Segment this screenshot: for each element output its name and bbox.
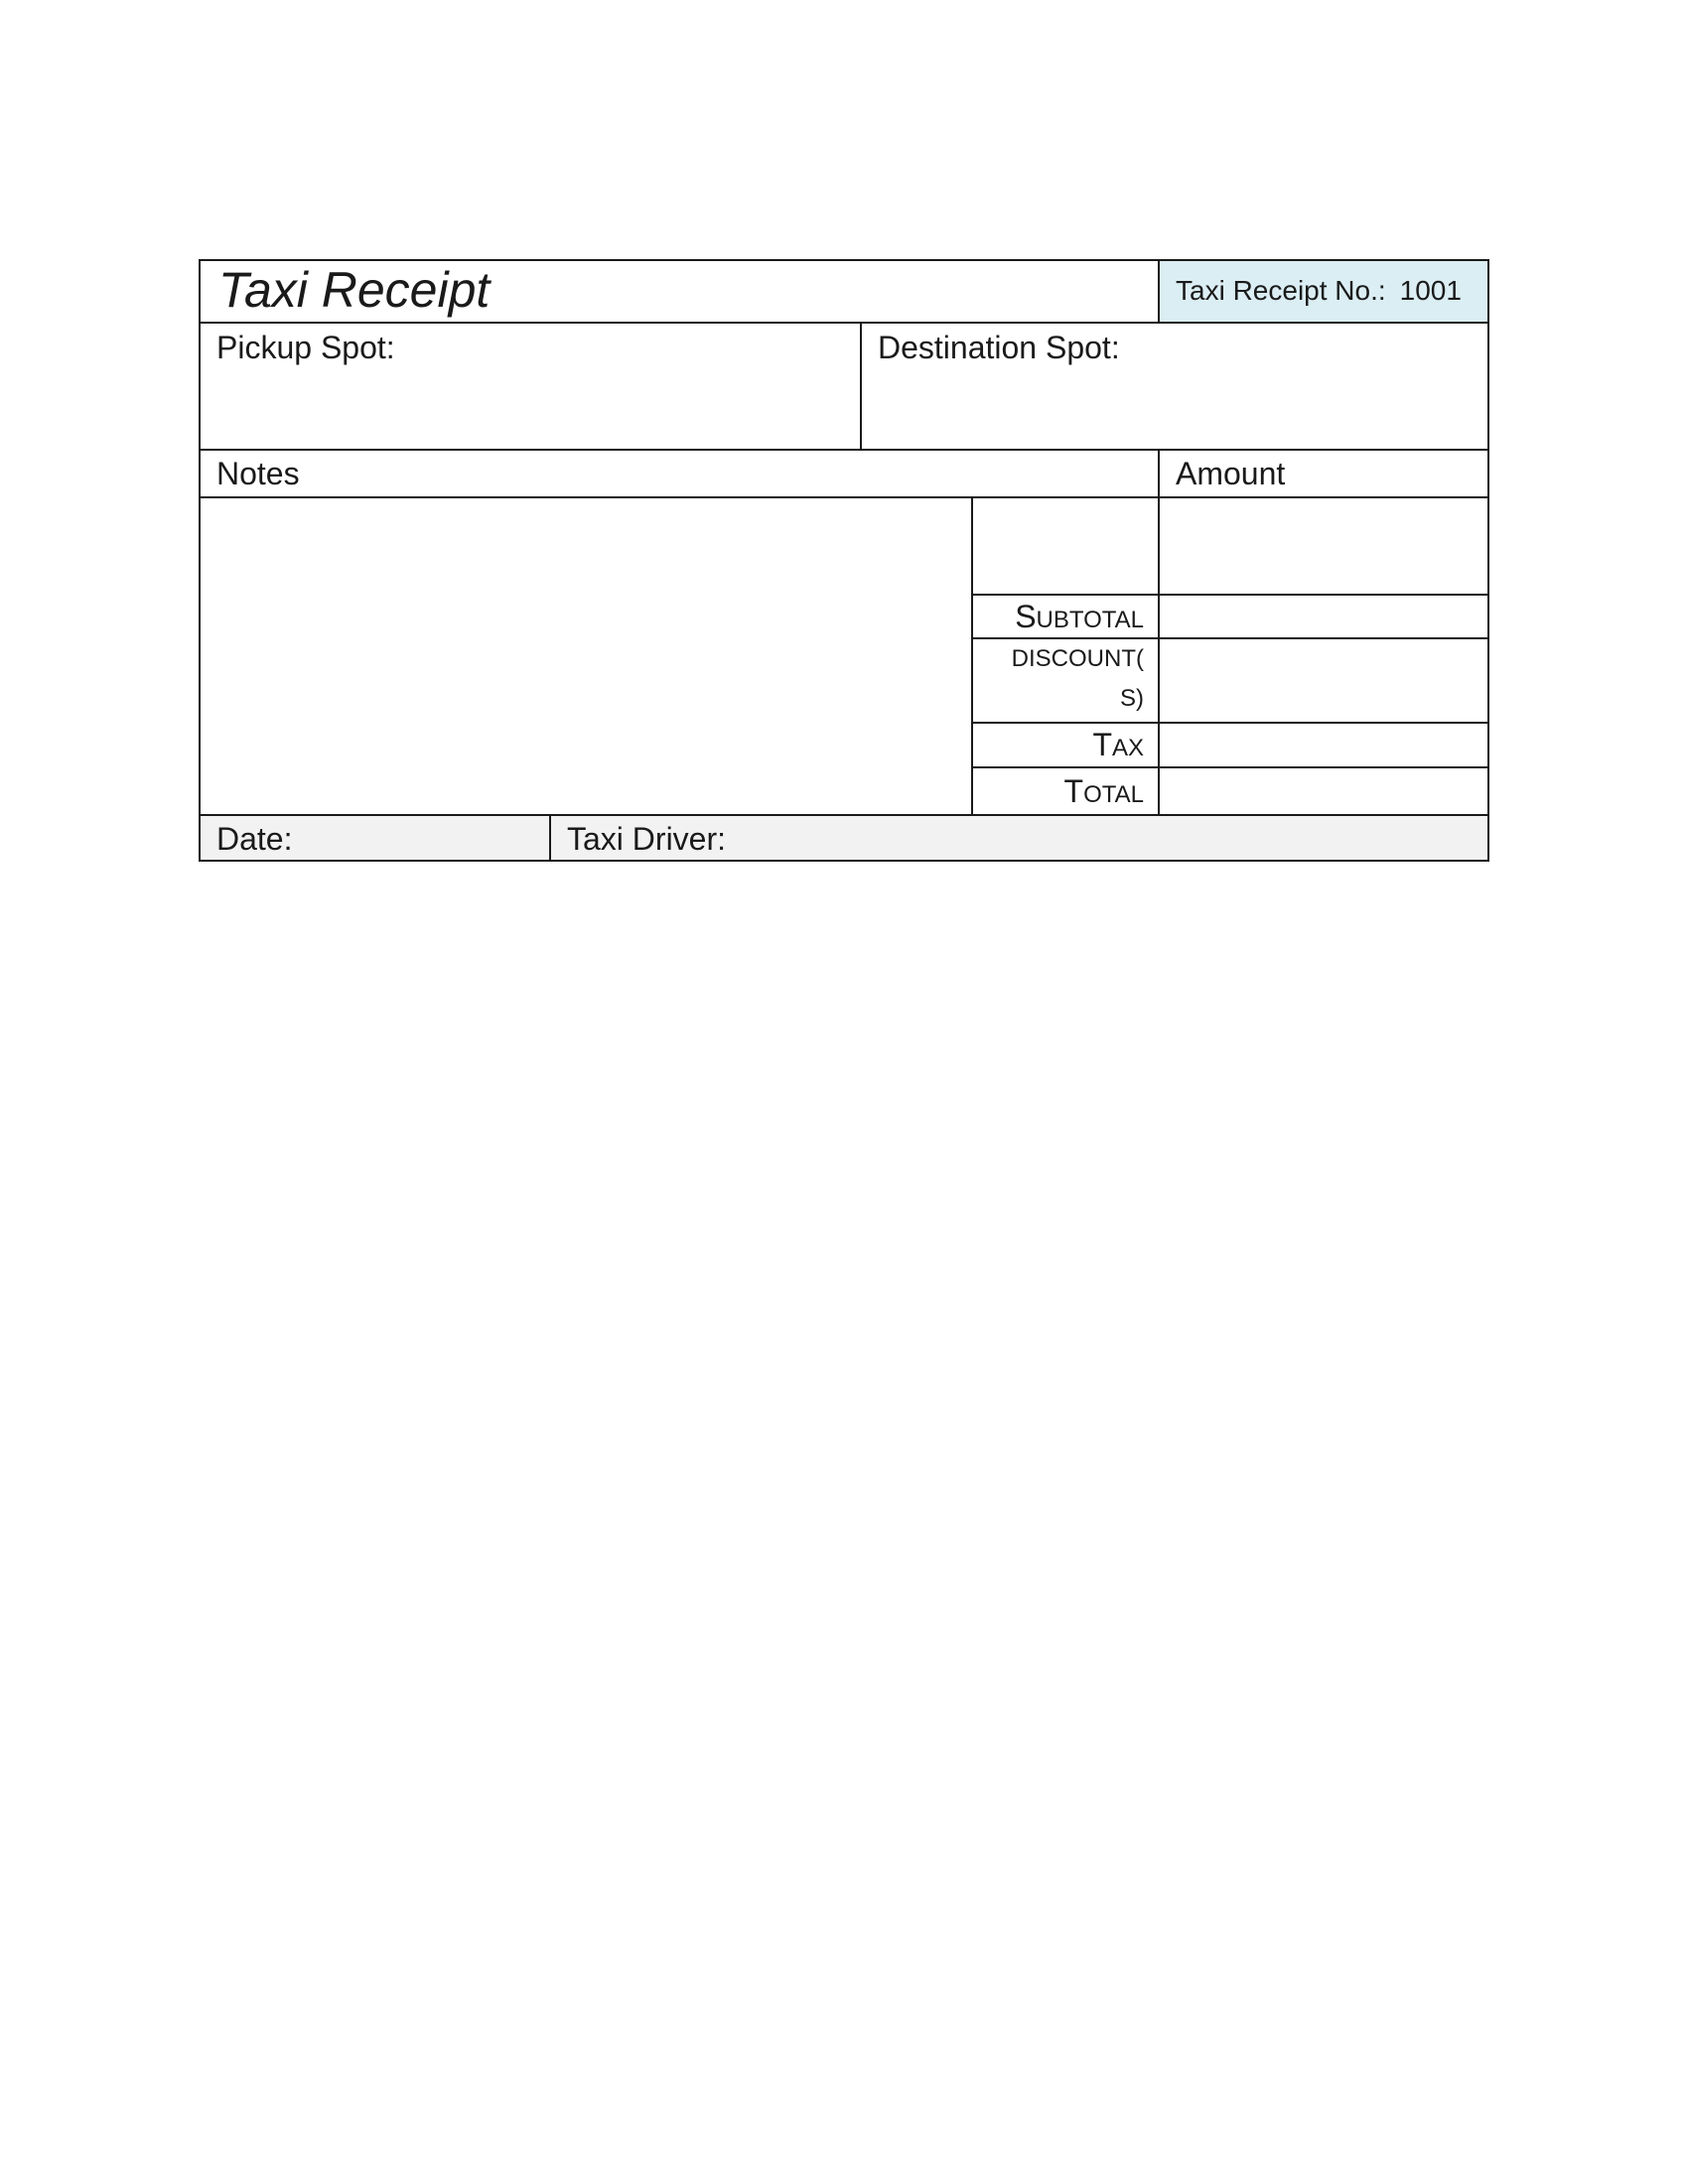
subtotal-label: SUBTOTAL xyxy=(1015,599,1144,634)
pickup-spot-label: Pickup Spot: xyxy=(216,330,395,365)
destination-spot-field[interactable] xyxy=(860,322,1489,451)
notes-label: Notes xyxy=(216,456,300,491)
discount-label xyxy=(1012,639,1144,719)
pickup-spot-field[interactable] xyxy=(199,322,862,451)
tax-label-cell xyxy=(971,722,1160,768)
discount-label-line2: S) xyxy=(1120,685,1144,712)
taxi-driver-label: Taxi Driver: xyxy=(567,821,727,857)
discount-label-cell xyxy=(971,637,1160,724)
destination-spot-label: Destination Spot: xyxy=(878,330,1120,365)
title-cell xyxy=(199,259,1160,324)
item-amount-field[interactable] xyxy=(1158,496,1489,596)
receipt-title: Taxi Receipt xyxy=(218,262,491,318)
tax-label: TAX xyxy=(1092,727,1144,762)
taxi-receipt xyxy=(199,259,1489,862)
receipt-number xyxy=(1176,275,1462,307)
total-amount-field[interactable] xyxy=(1158,766,1489,816)
total-label: TOTAL xyxy=(1063,773,1144,809)
amount-header xyxy=(1158,449,1489,498)
taxi-driver-field[interactable] xyxy=(549,814,1489,862)
notes-field[interactable] xyxy=(199,496,973,816)
tax-amount-field[interactable] xyxy=(1158,722,1489,768)
receipt-number-cell xyxy=(1158,259,1489,324)
discount-label-line1: DISCOUNT( xyxy=(1011,645,1144,672)
item-label-cell xyxy=(971,496,1160,596)
subtotal-label-cell xyxy=(971,594,1160,639)
receipt-number-value: 1001 xyxy=(1399,275,1462,306)
total-label-cell xyxy=(971,766,1160,816)
date-field[interactable] xyxy=(199,814,551,862)
subtotal-amount-field[interactable] xyxy=(1158,594,1489,639)
receipt-number-label: Taxi Receipt No.: xyxy=(1176,275,1386,306)
date-label: Date: xyxy=(216,821,293,857)
notes-header xyxy=(199,449,1160,498)
discount-amount-field[interactable] xyxy=(1158,637,1489,724)
amount-label: Amount xyxy=(1176,456,1286,491)
